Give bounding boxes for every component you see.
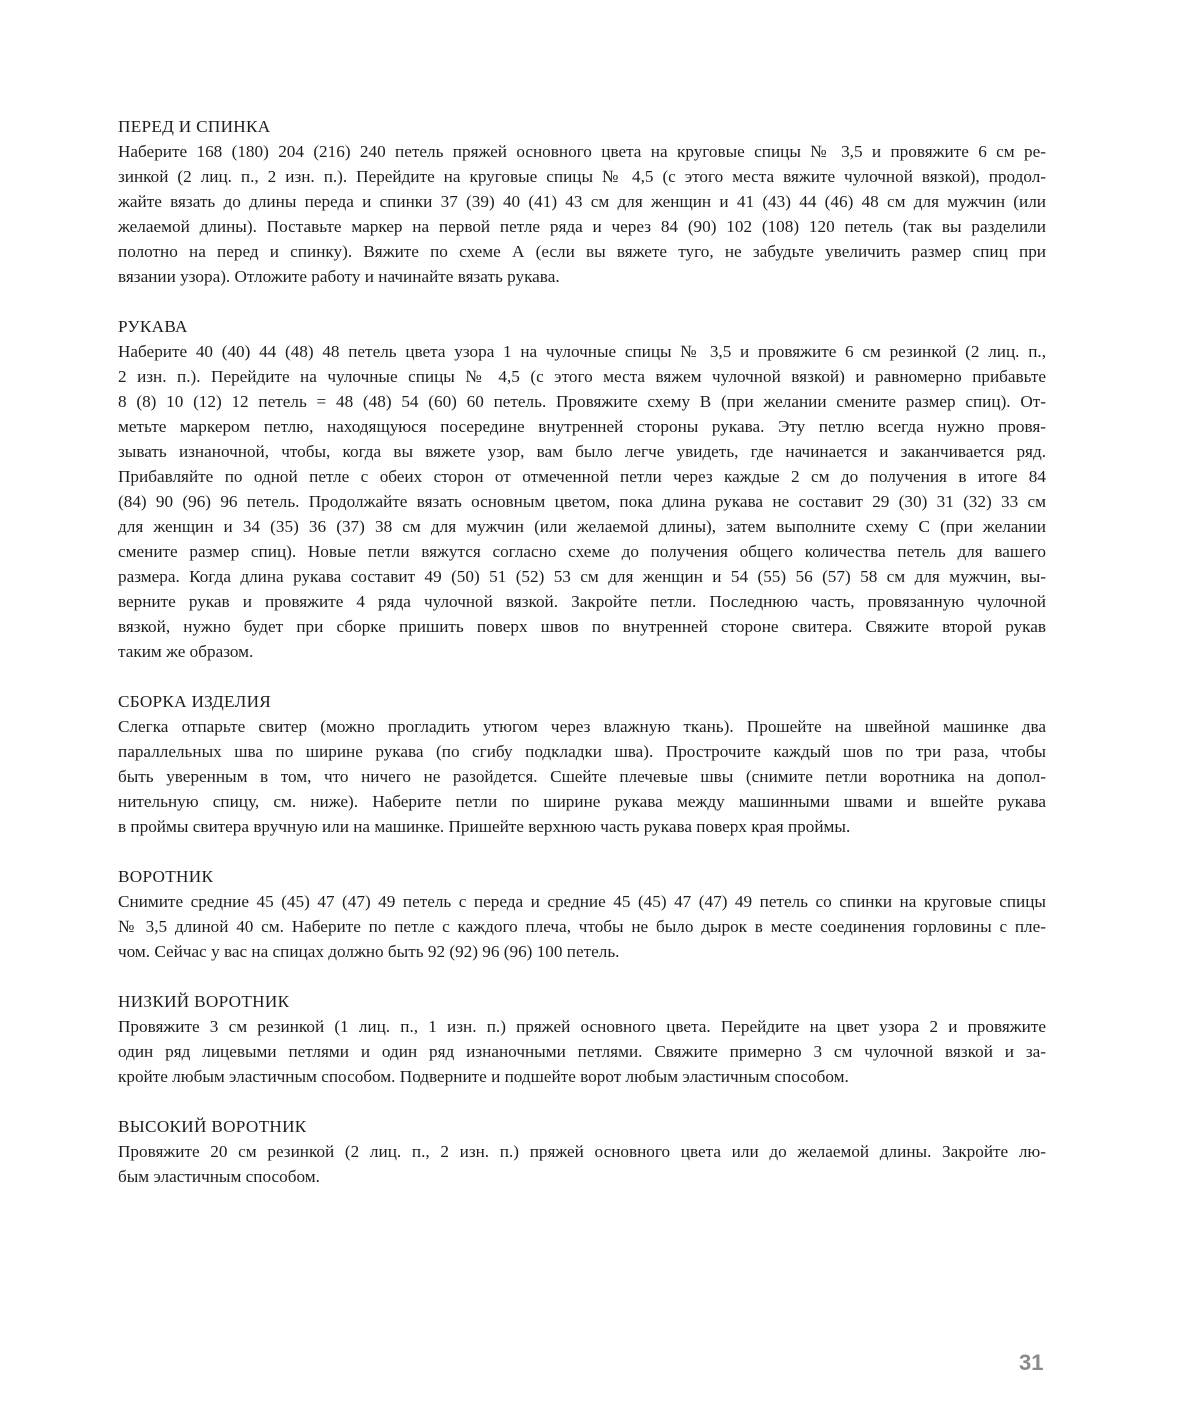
- text-line: размера. Когда длина рукава составит 49 (50) 51 (52) 53 см для женщин и 54 (55) 56 (57) 58 см для мужчин, вы-: [118, 567, 1046, 586]
- text-line: в проймы свитера вручную или на машинке. Пришейте верхнюю часть рукава поверх края проймы.: [118, 817, 851, 836]
- text-line: таким же образом.: [118, 642, 254, 661]
- text-line: Слегка отпарьте свитер (можно прогладить утюгом через влажную ткань). Прошейте на швейной машинке два: [118, 717, 1046, 736]
- text-line: зинкой (2 лиц. п., 2 изн. п.). Перейдите на круговые спицы № 4,5 (с этого места вяжите чулочной вязкой), продол-: [118, 167, 1046, 186]
- text-line: 8 (8) 10 (12) 12 петель = 48 (48) 54 (60) 60 петель. Провяжите схему В (при желании смените размер спиц). От-: [118, 392, 1046, 411]
- section-heading: ВОРОТНИК: [118, 867, 214, 886]
- text-line: нительную спицу, см. ниже). Наберите петли по ширине рукава между машинными швами и вшейте рукава: [118, 792, 1046, 811]
- section-heading: НИЗКИЙ ВОРОТНИК: [118, 992, 290, 1011]
- section-front-back: [118, 114, 1046, 289]
- section-heading: РУКАВА: [118, 317, 188, 336]
- text-line: бым эластичным способом.: [118, 1167, 320, 1186]
- text-line: вязании узора). Отложите работу и начинайте вязать рукава.: [118, 267, 560, 286]
- text-line: зывать изнаночной, чтобы, когда вы вяжете узор, вам было легче увидеть, где начинается и заканчивается ряд.: [118, 442, 1046, 461]
- section-low-collar: [118, 989, 1046, 1089]
- text-line: желаемой длины). Поставьте маркер на первой петле ряда и через 84 (90) 102 (108) 120 петель (так вы разделили: [118, 217, 1046, 236]
- text-line: Снимите средние 45 (45) 47 (47) 49 петель с переда и средние 45 (45) 47 (47) 49 петель со спинки на круговые спицы: [118, 892, 1046, 911]
- text-line: метьте маркером петлю, находящуюся посередине внутренней стороны рукава. Эту петлю всегда нужно провя-: [118, 417, 1046, 436]
- text-line: Наберите 168 (180) 204 (216) 240 петель пряжей основного цвета на круговые спицы № 3,5 и провяжите 6 см ре-: [118, 142, 1046, 161]
- text-line: быть уверенным в том, что ничего не разойдется. Сшейте плечевые швы (снимите петли воротника на допол-: [118, 767, 1046, 786]
- text-line: (84) 90 (96) 96 петель. Продолжайте вязать основным цветом, пока длина рукава не составит 29 (30) 31 (32) 33 см: [118, 492, 1046, 511]
- text-line: Провяжите 20 см резинкой (2 лиц. п., 2 изн. п.) пряжей основного цвета или до желаемой длины. Закройте лю-: [118, 1142, 1046, 1161]
- text-line: Наберите 40 (40) 44 (48) 48 петель цвета узора 1 на чулочные спицы № 3,5 и провяжите 6 см резинкой (2 лиц. п.,: [118, 342, 1046, 361]
- text-line: чом. Сейчас у вас на спицах должно быть 92 (92) 96 (96) 100 петель.: [118, 942, 620, 961]
- text-line: Провяжите 3 см резинкой (1 лиц. п., 1 изн. п.) пряжей основного цвета. Перейдите на цвет узора 2 и провяжите: [118, 1017, 1046, 1036]
- section-assembly: [118, 689, 1046, 839]
- document-body: [118, 114, 1046, 1214]
- text-line: полотно на перед и спинку). Вяжите по схеме А (если вы вяжете туго, не забудьте увеличить размер спиц при: [118, 242, 1046, 261]
- text-line: жайте вязать до длины переда и спинки 37 (39) 40 (41) 43 см для женщин и 41 (43) 44 (46) 48 см для мужчин (или: [118, 192, 1046, 211]
- text-line: вязкой, нужно будет при сборке пришить поверх швов по внутренней стороне свитера. Свяжите второй рукав: [118, 617, 1046, 636]
- text-line: для женщин и 34 (35) 36 (37) 38 см для мужчин (или желаемой длины), затем выполните схему С (при желании: [118, 517, 1046, 536]
- text-line: 2 изн. п.). Перейдите на чулочные спицы № 4,5 (с этого места вяжем чулочной вязкой) и равномерно прибавьте: [118, 367, 1046, 386]
- section-heading: ВЫСОКИЙ ВОРОТНИК: [118, 1117, 307, 1136]
- text-line: один ряд лицевыми петлями и один ряд изнаночными петлями. Свяжите примерно 3 см чулочной вязкой и за-: [118, 1042, 1046, 1061]
- text-line: смените размер спиц). Новые петли вяжутся согласно схеме до получения общего количества петель для вашего: [118, 542, 1046, 561]
- section-heading: СБОРКА ИЗДЕЛИЯ: [118, 692, 272, 711]
- text-line: кройте любым эластичным способом. Подверните и подшейте ворот любым эластичным способом.: [118, 1067, 849, 1086]
- section-collar: [118, 864, 1046, 964]
- text-line: Прибавляйте по одной петле с обеих сторон от отмеченной петли через каждые 2 см до получения в итоге 84: [118, 467, 1046, 486]
- section-sleeves: [118, 314, 1046, 664]
- section-high-collar: [118, 1114, 1046, 1189]
- text-line: параллельных шва по ширине рукава (по сгибу подкладки шва). Прострочите каждый шов по три раза, чтобы: [118, 742, 1046, 761]
- text-line: верните рукав и провяжите 4 ряда чулочной вязкой. Закройте петли. Последнюю часть, провязанную чулочной: [118, 592, 1046, 611]
- text-line: № 3,5 длиной 40 см. Наберите по петле с каждого плеча, чтобы не было дырок в месте соединения горловины с пле-: [118, 917, 1046, 936]
- section-heading: ПЕРЕД И СПИНКА: [118, 117, 271, 136]
- page-number: 31: [1019, 1350, 1044, 1375]
